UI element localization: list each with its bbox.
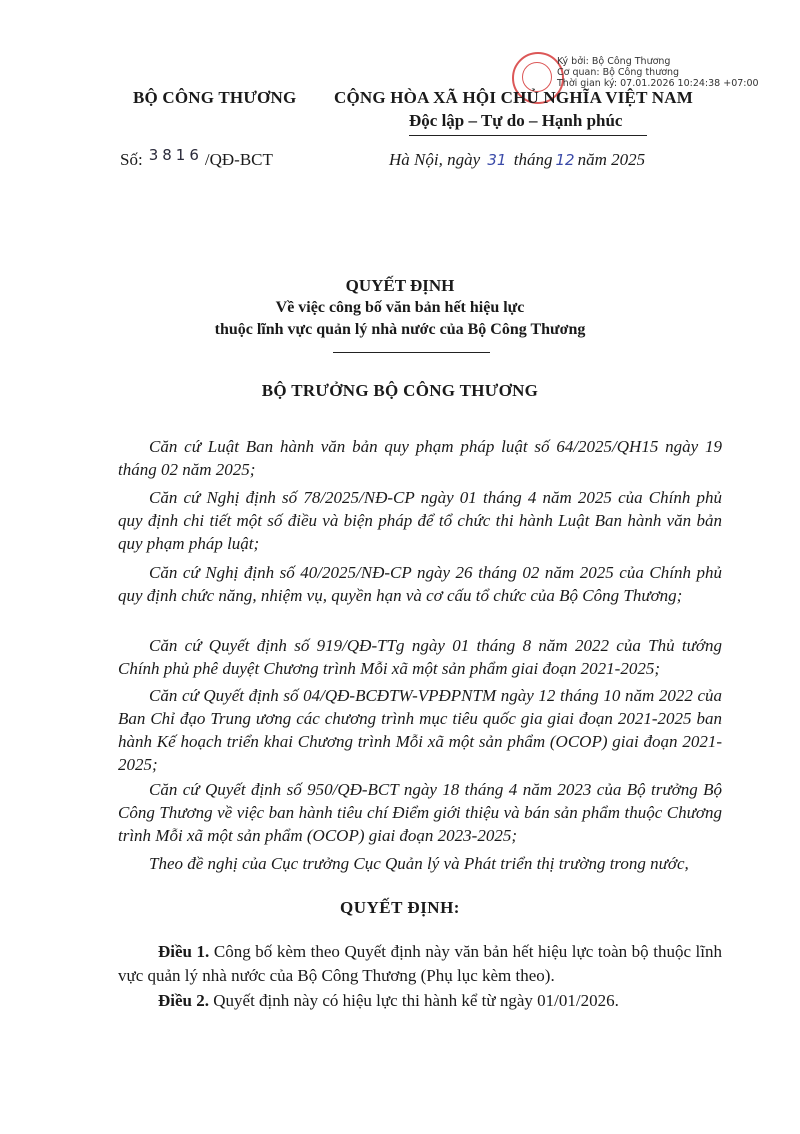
preamble-paragraph: Căn cứ Luật Ban hành văn bản quy phạm pháp luật số 64/2025/QH15 ngày 19 tháng 02 năm 2025; — [118, 437, 722, 479]
document-subject-line-2: thuộc lĩnh vực quản lý nhà nước của Bộ Công Thương — [214, 321, 586, 338]
doc-number-value: 3816 — [148, 146, 203, 164]
preamble-paragraph: Căn cứ Quyết định số 950/QĐ-BCT ngày 18 tháng 4 năm 2023 của Bộ trưởng Bộ Công Thương về việc ban hành tiêu chí Điểm giới thiệu và bán sản phẩm thuộc Chương trình Mỗi xã một sản phẩm (OCOP) giai đoạn 2023-2025; — [118, 780, 722, 845]
preamble-paragraph: Căn cứ Nghị định số 40/2025/NĐ-CP ngày 26 tháng 02 năm 2025 của Chính phủ quy định chức năng, nhiệm vụ, quyền hạn và cơ cấu tổ chức của Bộ Công Thương; — [118, 563, 722, 605]
article-1 — [118, 940, 722, 988]
motto-underline — [409, 135, 647, 136]
preamble-paragraph: Căn cứ Quyết định số 04/QĐ-BCĐTW-VPĐPNTM ngày 12 tháng 10 năm 2022 của Ban Chỉ đạo Trung ương các chương trình mục tiêu quốc gia giai đoạn 2021-2025 ban hành Kế hoạch triển khai Chương trình Mỗi xã một sản phẩm (OCOP) giai đoạn 2021-2025; — [118, 686, 722, 774]
doc-number-prefix: Số: — [120, 150, 143, 169]
issue-date — [389, 150, 645, 170]
digital-signature-info — [557, 56, 759, 89]
article-text: Quyết định này có hiệu lực thi hành kể từ ngày 01/01/2026. — [209, 991, 619, 1010]
issuing-ministry: BỘ CÔNG THƯƠNG — [133, 88, 297, 107]
date-prefix: Hà Nội, ngày — [389, 150, 481, 169]
doc-number-suffix: /QĐ-BCT — [204, 150, 273, 169]
signature-org: Cơ quan: Bộ Công thương — [557, 67, 680, 78]
document-type-title: QUYẾT ĐỊNH — [345, 276, 455, 295]
article-2 — [118, 989, 722, 1013]
preamble-paragraph: Căn cứ Quyết định số 919/QĐ-TTg ngày 01 tháng 8 năm 2022 của Thủ tướng Chính phủ phê duyệt Chương trình Mỗi xã một sản phẩm giai đoạn 2021-2025; — [118, 636, 722, 678]
national-motto: Độc lập – Tự do – Hạnh phúc — [409, 111, 623, 130]
article-text: Công bố kèm theo Quyết định này văn bản hết hiệu lực toàn bộ thuộc lĩnh vực quản lý nhà nước của Bộ Công Thương (Phụ lục kèm theo). — [118, 942, 722, 985]
decision-heading: QUYẾT ĐỊNH: — [340, 898, 460, 917]
national-title: CỘNG HÒA XÃ HỘI CHỦ NGHĨA VIỆT NAM — [334, 88, 693, 107]
signature-time: Thời gian ký: 07.01.2026 10:24:38 +07:00 — [557, 78, 759, 89]
date-month: 12 — [555, 151, 575, 169]
document-subject-line-1: Về việc công bố văn bản hết hiệu lực — [275, 299, 525, 316]
date-day: 31 — [487, 151, 507, 169]
date-year-label: năm 2025 — [577, 150, 646, 169]
preamble-paragraph: Theo đề nghị của Cục trưởng Cục Quản lý và Phát triển thị trường trong nước, — [149, 854, 689, 873]
preamble-paragraph: Căn cứ Nghị định số 78/2025/NĐ-CP ngày 01 tháng 4 năm 2025 của Chính phủ quy định chi tiết một số điều và biện pháp để tổ chức thi hành Luật Ban hành văn bản quy phạm pháp luật; — [118, 488, 722, 553]
signature-signer: Ký bởi: Bộ Công Thương — [557, 56, 671, 67]
article-label: Điều 2. — [158, 991, 209, 1010]
title-divider — [333, 352, 490, 353]
date-month-label: tháng — [513, 150, 553, 169]
article-label: Điều 1. — [158, 942, 210, 961]
document-number — [120, 146, 273, 170]
issuing-authority: BỘ TRƯỞNG BỘ CÔNG THƯƠNG — [261, 381, 539, 400]
